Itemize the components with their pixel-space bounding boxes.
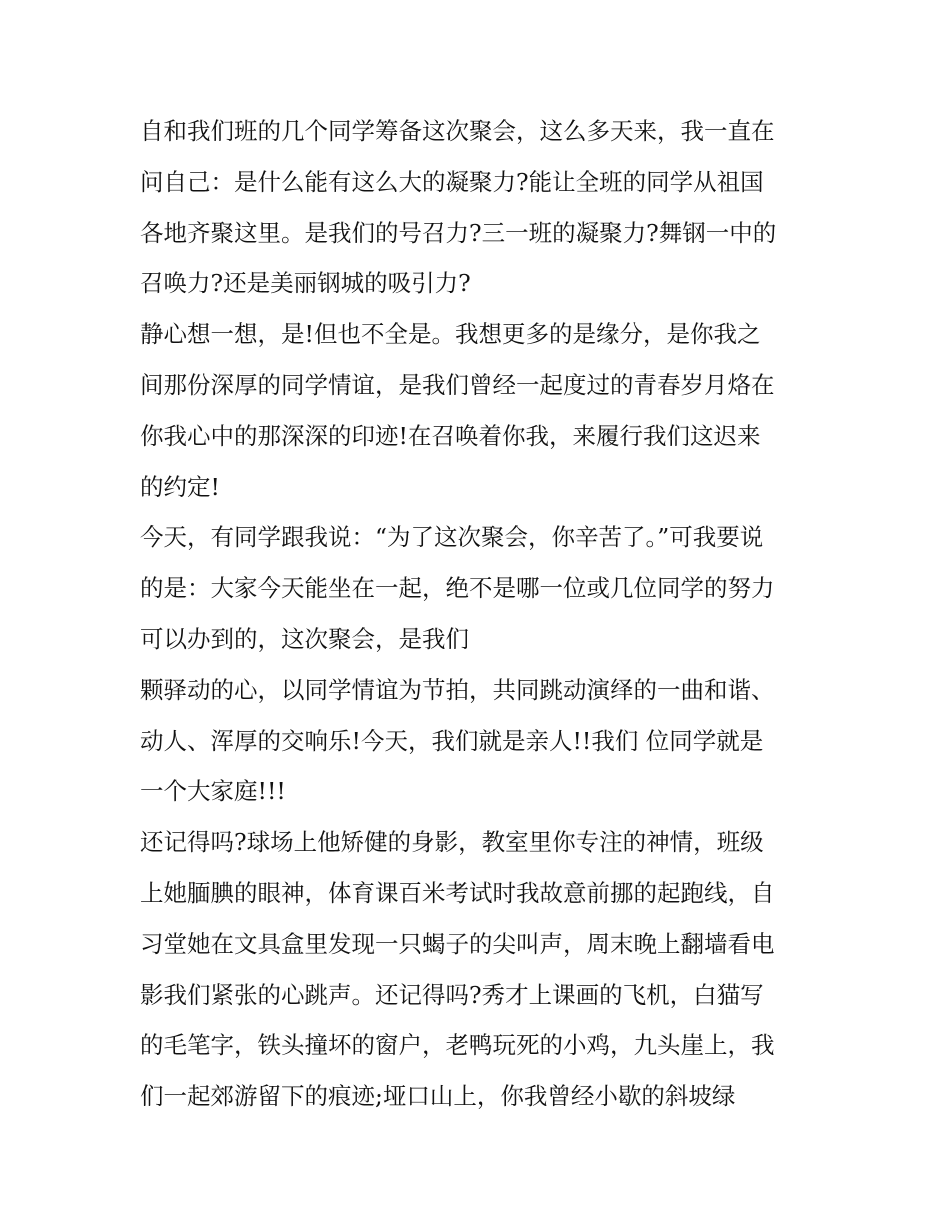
text-line: 自和我们班的几个同学筹备这次聚会，这么多天来，我一直在 bbox=[140, 117, 775, 145]
text-line: 上她腼腆的眼神，体育课百米考试时我故意前挪的起跑线，自 bbox=[140, 878, 775, 907]
text-line: 问自己：是什么能有这么大的凝聚力?能让全班的同学从祖国 bbox=[140, 167, 764, 196]
text-line: 你我心中的那深深的印迹!在召唤着你我，来履行我们这迟来 bbox=[140, 421, 761, 450]
text-line: 间那份深厚的同学情谊，是我们曾经一起度过的青春岁月烙在 bbox=[140, 370, 775, 399]
text-line: 今天，有同学跟我说：“为了这次聚会，你辛苦了。”可我要说 bbox=[140, 523, 764, 552]
text-line: 还记得吗?球场上他矫健的身影，教室里你专注的神情，班级 bbox=[140, 828, 764, 857]
text-line: 的是：大家今天能坐在一起，绝不是哪一位或几位同学的努力 bbox=[140, 574, 775, 603]
text-line: 一个大家庭!!! bbox=[140, 777, 286, 806]
text-line: 各地齐聚这里。是我们的号召力?三一班的凝聚力?舞钢一中的 bbox=[140, 218, 777, 247]
text-line: 影我们紧张的心跳声。还记得吗?秀才上课画的飞机，白猫写 bbox=[140, 980, 764, 1009]
text-line: 动人、浑厚的交响乐!今天，我们就是亲人!!我们 位同学就是 bbox=[140, 726, 764, 755]
body-text bbox=[140, 106, 830, 1122]
text-line: 们一起郊游留下的痕迹;垭口山上，你我曾经小歇的斜坡绿 bbox=[140, 1082, 736, 1111]
text-line: 习堂她在文具盒里发现一只蝎子的尖叫声，周末晚上翻墙看电 bbox=[140, 929, 775, 958]
text-line: 可以办到的，这次聚会，是我们 bbox=[140, 624, 469, 653]
text-line: 颗驿动的心，以同学情谊为节拍，共同跳动演绎的一曲和谐、 bbox=[140, 675, 775, 704]
text-line: 的约定! bbox=[140, 472, 220, 501]
text-line: 静心想一想，是!但也不全是。我想更多的是缘分，是你我之 bbox=[140, 320, 761, 349]
text-line: 的毛笔字，铁头撞坏的窗户，老鸭玩死的小鸡，九头崖上，我 bbox=[140, 1031, 775, 1060]
text-line: 召唤力?还是美丽钢城的吸引力? bbox=[140, 269, 471, 298]
